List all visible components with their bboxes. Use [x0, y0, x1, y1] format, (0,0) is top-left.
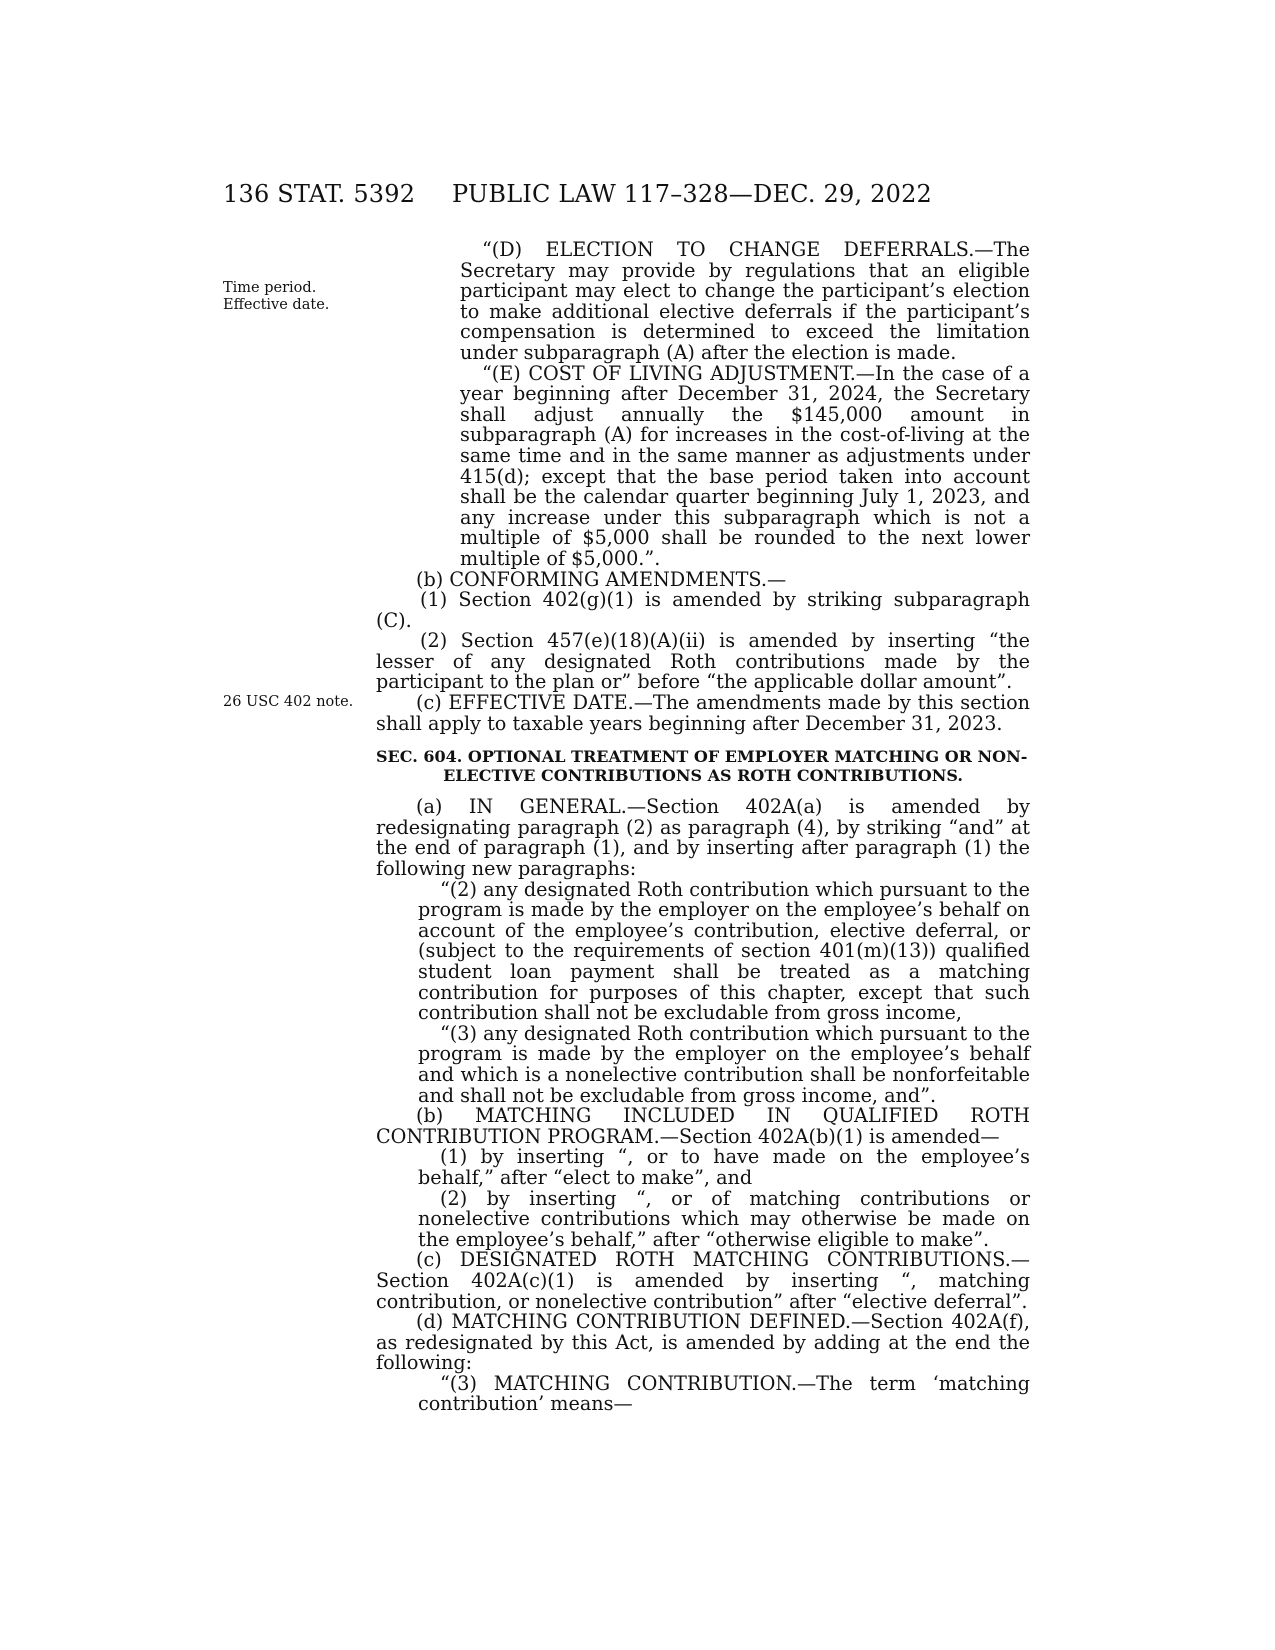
paragraph-b1: (1) Section 402(g)(1) is amended by striking subparagraph (C).	[376, 588, 1030, 632]
paragraph-b-conforming: (b) CONFORMING AMENDMENTS.—	[416, 567, 787, 591]
paragraph-a3: “(3) any designated Roth contribution which pursuant to the program is made by the employer on the employee’s behalf and which is a nonelective contribution shall be nonforfeitable and shall not be excludable from gross income, and”.	[418, 1021, 1030, 1107]
paragraph-b-matching: (b) MATCHING INCLUDED IN QUALIFIED ROTH CONTRIBUTION PROGRAM.—Section 402A(b)(1) is amended—	[376, 1104, 1030, 1148]
margin-note-line: Effective date.	[223, 297, 330, 313]
paragraph-c-designated: (c) DESIGNATED ROTH MATCHING CONTRIBUTIONS.—Section 402A(c)(1) is amended by inserting “, matching contribution, or nonelective contribution” after “elective deferral”.	[376, 1248, 1030, 1313]
page-header	[0, 180, 1275, 220]
margin-note-time-period	[223, 280, 329, 314]
section-heading-line1: SEC. 604. OPTIONAL TREATMENT OF EMPLOYER MATCHING OR NON-	[376, 747, 1028, 767]
paragraph-a2: “(2) any designated Roth contribution which pursuant to the program is made by the employer on the employee’s behalf on account of the employee’s contribution, elective deferral, or (subject to the requirements of section 401(m)(13)) qualified student loan payment shall be treated as a matching contribution for purposes of this chapter, except that such contribution shall not be excludable from gross income,	[418, 877, 1030, 1025]
paragraph-c-effective-date: (c) EFFECTIVE DATE.—The amendments made by this section shall apply to taxable years beginning after December 31, 2023.	[376, 691, 1030, 735]
page-number: 136 STAT. 5392	[223, 180, 416, 208]
section-heading-line2: ELECTIVE CONTRIBUTIONS AS ROTH CONTRIBUTIONS.	[443, 766, 963, 786]
paragraph-d-matching-defined: (d) MATCHING CONTRIBUTION DEFINED.—Section 402A(f), as redesignated by this Act, is amended by adding at the end the following:	[376, 1310, 1030, 1375]
paragraph-bm1: (1) by inserting “, or to have made on the employee’s behalf,” after “elect to make”, and	[418, 1145, 1030, 1189]
section-heading	[376, 747, 1030, 785]
paragraph-bm2: (2) by inserting “, or of matching contributions or nonelective contributions which may otherwise be made on the employee’s behalf,” after “otherwise eligible to make”.	[418, 1186, 1030, 1251]
paragraph-d3: “(3) MATCHING CONTRIBUTION.—The term ‘matching contribution’ means—	[418, 1371, 1030, 1416]
paragraph-d-election: “(D) ELECTION TO CHANGE DEFERRALS.—The Secretary may provide by regulations that an eligible participant may elect to change the participant’s election to make additional elective deferrals if the participant’s compensation is determined to exceed the limitation under subparagraph (A) after the election is made.	[460, 238, 1030, 364]
paragraph-a-in-general: (a) IN GENERAL.—Section 402A(a) is amended by redesignating paragraph (2) as paragraph (4), by striking “and” at the end of paragraph (1), and by inserting after paragraph (1) the following new paragraphs:	[376, 795, 1030, 881]
margin-note-usc: 26 USC 402 note.	[223, 694, 354, 710]
paragraph-e-cost-of-living: “(E) COST OF LIVING ADJUSTMENT.—In the case of a year beginning after December 31, 2024, the Secretary shall adjust annually the $145,000 amount in subparagraph (A) for increases in the cost-of-living at the same time and in the same manner as adjustments under 415(d); except that the base period taken into account shall be the calendar quarter beginning July 1, 2023, and any increase under this subparagraph which is not a multiple of $5,000 shall be rounded to the next lower multiple of $5,000.”.	[460, 361, 1030, 570]
paragraph-b2: (2) Section 457(e)(18)(A)(ii) is amended by inserting “the lesser of any designated Roth contributions made by the participant to the plan or” before “the applicable dollar amount”.	[376, 629, 1030, 694]
document-body	[376, 240, 1030, 1415]
margin-note-line: Time period.	[223, 280, 317, 296]
running-title: PUBLIC LAW 117–328—DEC. 29, 2022	[452, 180, 933, 208]
